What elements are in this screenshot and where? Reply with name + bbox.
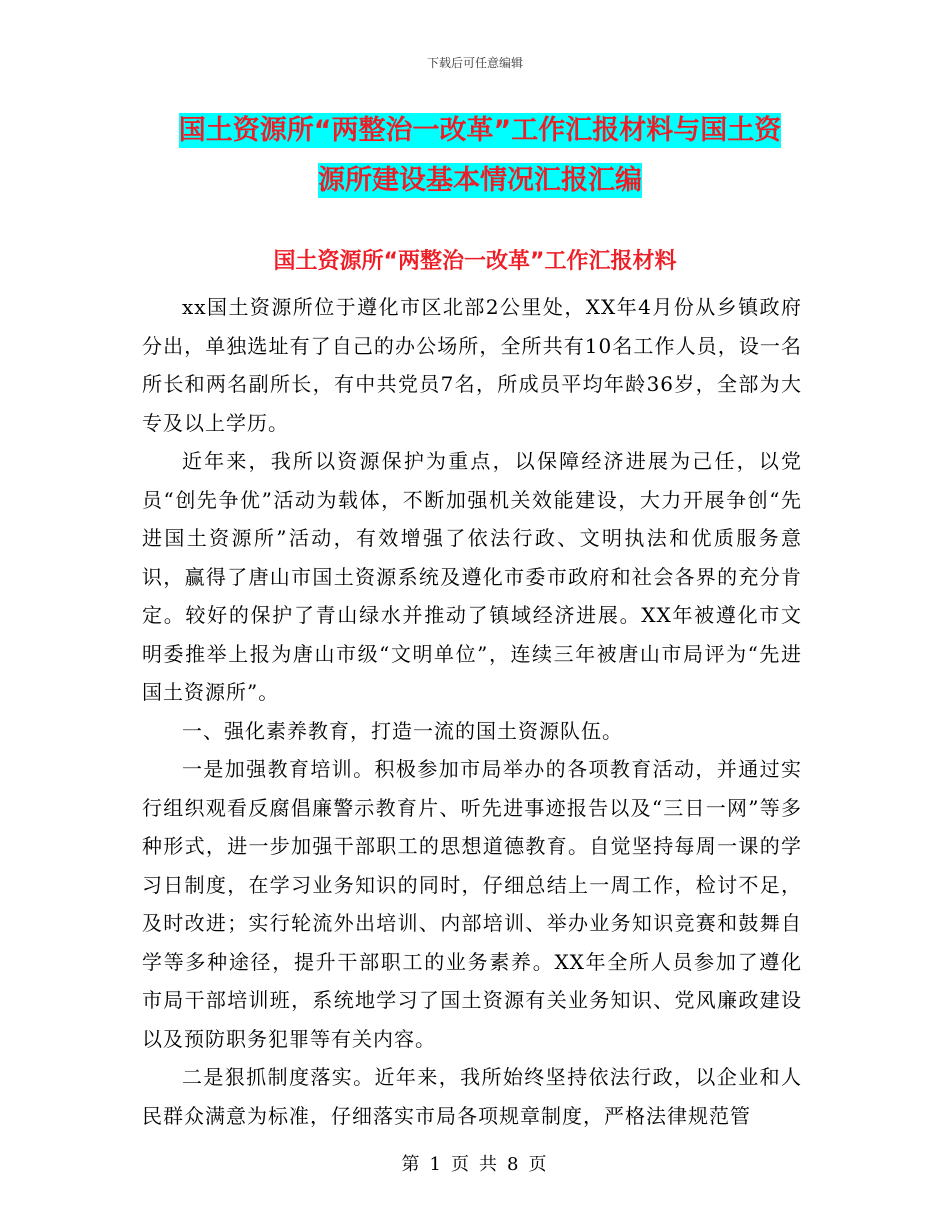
paragraph-4: 一是加强教育培训。积极参加市局举办的各项教育活动，并通过实行组织观看反腐倡廉警示教育片、听先进事迹报告以及“三日一网”等多种形式，进一步加强干部职工的思想道德教育。自觉坚持每周一课的学习日制度，在学习业务知识的同时，仔细总结上一周工作，检讨不足，及时改进；实行轮流外出培训、内部培训、举办业务知识竞赛和鼓舞自学等多种途径，提升干部职工的业务素养。XX年全所人员参加了遵化市局干部培训班，系统地学习了国土资源有关业务知识、党风廉政建设以及预防职务犯罪等有关内容。 [142,757,802,1051]
paragraph-2: 近年来，我所以资源保护为重点，以保障经济进展为己任，以党员“创先争优”活动为载体，不断加强机关效能建设，大力开展争创“先进国土资源所”活动，有效增强了依法行政、文明执法和优质服务意识，赢得了唐山市国土资源系统及遵化市委市政府和社会各界的充分肯定。较好的保护了青山绿水并推动了镇域经济进展。XX年被遵化市文明委推举上报为唐山市级“文明单位”，连续三年被唐山市局评为“先进国土资源所”。 [142,449,802,704]
paragraph-3: 一、强化素养教育，打造一流的国土资源队伍。 [182,718,623,743]
body-text [142,288,802,1135]
footer-prefix: 第 [401,1154,422,1175]
document-title-line-1: 国土资源所“两整治一改革”工作汇报材料与国土资 [178,115,782,146]
document-title [140,106,820,206]
paragraph-1: xx国土资源所位于遵化市区北部2公里处，XX年4月份从乡镇政府分出，单独选址有了自己的办公场所，全所共有10名工作人员，设一名所长和两名副所长，有中共党员7名，所成员平均年龄36岁，全部为大专及以上学历。 [142,295,802,435]
footer-mid-2: 共 [479,1154,499,1175]
footer-total-pages: 8 [507,1154,521,1175]
footer-page-number: 1 [429,1154,443,1175]
document-title-line-2: 源所建设基本情况汇报汇编 [318,165,642,196]
page-footer [0,1150,950,1176]
header-note: 下载后可任意编辑 [426,56,523,70]
section-title: 国土资源所“两整治一改革”工作汇报材料 [273,249,677,274]
footer-mid-1: 页 [451,1154,471,1175]
paragraph-5: 二是狠抓制度落实。近年来，我所始终坚持依法行政，以企业和人民群众满意为标准，仔细落实市局各项规章制度，严格法律规范管 [142,1065,802,1128]
footer-suffix: 页 [528,1154,549,1175]
